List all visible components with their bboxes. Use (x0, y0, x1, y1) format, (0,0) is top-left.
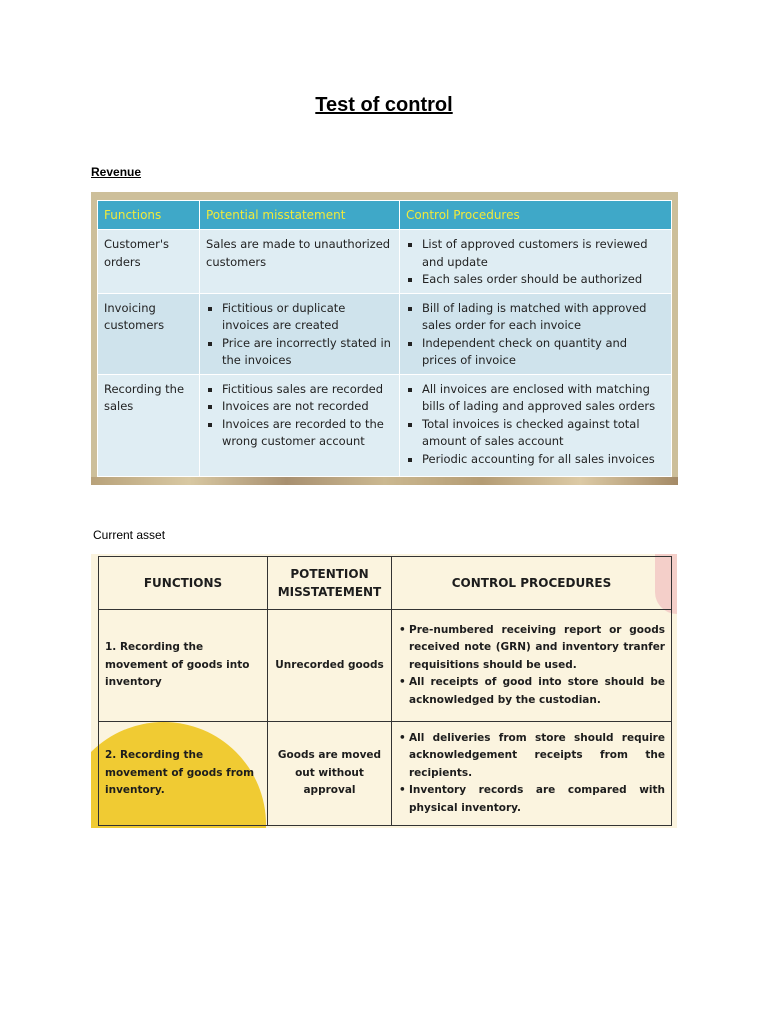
current-asset-table (98, 556, 672, 826)
revenue-heading: Revenue (91, 165, 142, 179)
table-row (98, 293, 672, 374)
function-cell: 2. Recording the movement of goods from inventory. (99, 722, 268, 826)
header-potention-misstatement: POTENTION MISSTATEMENT (268, 557, 392, 610)
list-item: All invoices are enclosed with matching bills of lading and approved sales orders (422, 381, 665, 416)
list-item: Fictitious or duplicate invoices are created (222, 300, 393, 335)
function-cell: Invoicing customers (98, 293, 200, 374)
revenue-table (97, 200, 672, 477)
misstatement-cell: Goods are moved out without approval (268, 722, 392, 826)
function-cell: 1. Recording the movement of goods into inventory (99, 610, 268, 722)
list-item: • Inventory records are compared with physical inventory. (409, 782, 665, 817)
list-item: Independent check on quantity and prices of invoice (422, 335, 665, 370)
list-item: Each sales order should be authorized (422, 271, 665, 289)
image-texture-strip (91, 477, 678, 485)
table-row (99, 722, 672, 826)
list-item: • Pre-numbered receiving report or goods received note (GRN) and inventory tranfer requisitions should be used. (409, 622, 665, 675)
misstatement-cell: Sales are made to unauthorized customers (200, 230, 400, 294)
header-functions: Functions (98, 201, 200, 230)
controls-cell (400, 230, 672, 294)
controls-cell (400, 374, 672, 477)
header-control-procedures: Control Procedures (400, 201, 672, 230)
list-item: Fictitious sales are recorded (222, 381, 393, 399)
current-asset-table-image (91, 554, 677, 828)
list-item: • All deliveries from store should require acknowledgement receipts from the recipients. (409, 730, 665, 783)
current-asset-heading: Current asset (93, 528, 166, 542)
list-item: Invoices are not recorded (222, 398, 393, 416)
list-item: • All receipts of good into store should be acknowledged by the custodian. (409, 674, 665, 709)
controls-cell (392, 722, 672, 826)
misstatement-cell (200, 293, 400, 374)
table-row (99, 610, 672, 722)
header-functions: FUNCTIONS (99, 557, 268, 610)
function-cell: Recording the sales (98, 374, 200, 477)
controls-cell (392, 610, 672, 722)
header-control-procedures: CONTROL PROCEDURES (392, 557, 672, 610)
list-item: Total invoices is checked against total amount of sales account (422, 416, 665, 451)
misstatement-cell (200, 374, 400, 477)
controls-cell (400, 293, 672, 374)
page-title: Test of control (315, 94, 453, 116)
revenue-table-image (91, 192, 678, 485)
misstatement-cell: Unrecorded goods (268, 610, 392, 722)
table-row (98, 230, 672, 294)
list-item: Periodic accounting for all sales invoices (422, 451, 665, 469)
function-cell: Customer's orders (98, 230, 200, 294)
list-item: Bill of lading is matched with approved sales order for each invoice (422, 300, 665, 335)
list-item: Invoices are recorded to the wrong customer account (222, 416, 393, 451)
list-item: Price are incorrectly stated in the invoices (222, 335, 393, 370)
list-item: List of approved customers is reviewed and update (422, 236, 665, 271)
header-potential-misstatement: Potential misstatement (200, 201, 400, 230)
table-row (98, 374, 672, 477)
